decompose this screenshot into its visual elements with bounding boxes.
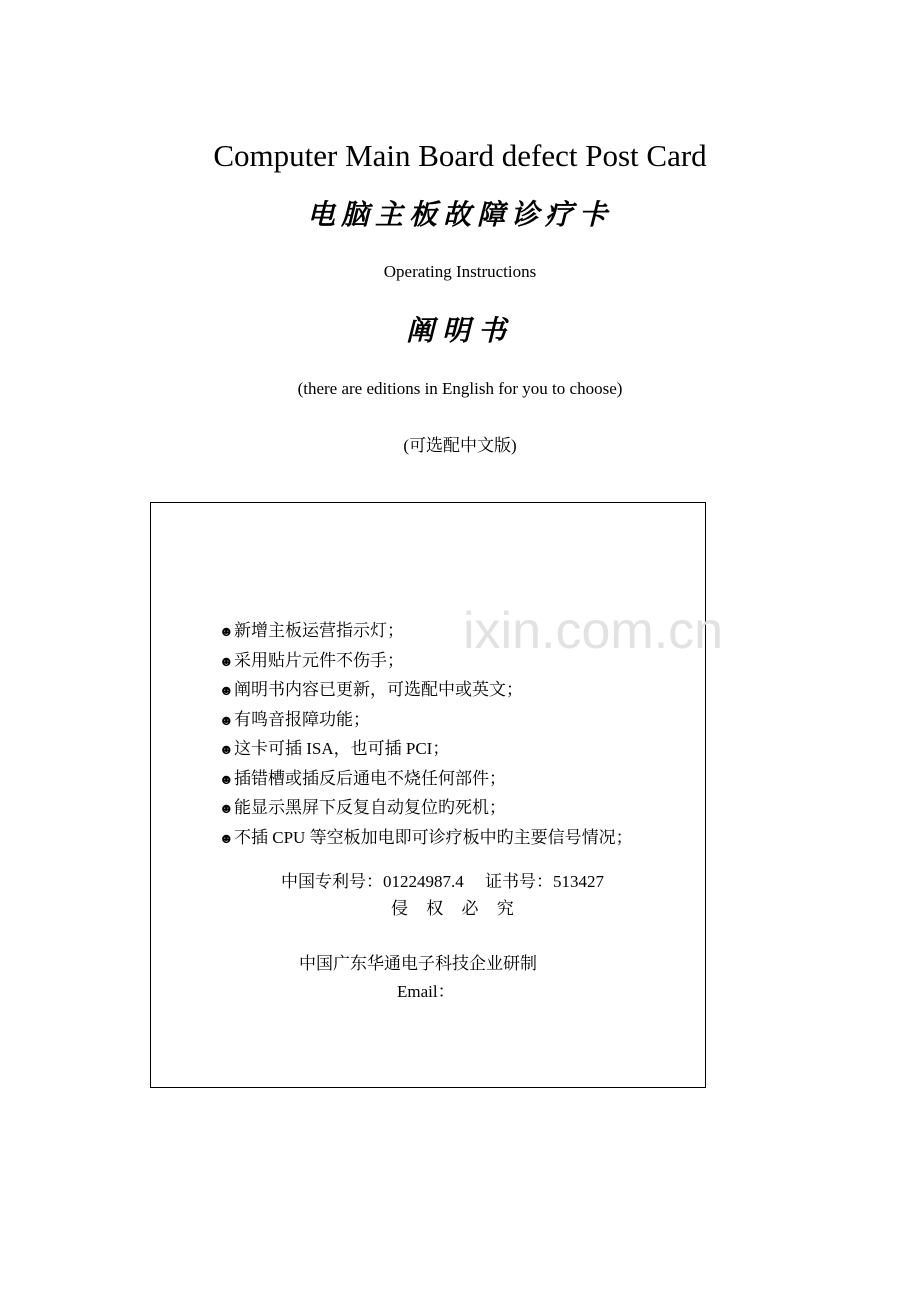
feature-text: 有鸣音报障功能； [234,709,370,729]
smiley-icon: ☻ [219,625,234,640]
edition-note-chinese: (可选配中文版) [403,436,517,455]
smiley-icon: ☻ [219,713,234,729]
list-item [219,647,633,677]
info-box [150,502,724,1088]
feature-text: 新增主板运营指示灯； [234,621,404,640]
feature-text: 插错槽或插反后通电不烧任何部件； [234,768,506,788]
email-label: Email： [397,982,455,1001]
smiley-icon: ☻ [219,802,234,817]
list-item [219,794,633,824]
list-item [219,676,633,706]
patent-number: 中国专利号：01224987.4 证书号：513427 [281,872,604,891]
list-item [219,765,633,795]
watermark: ixin.com.cn [463,602,724,660]
feature-text: 不插 CPU 等空板加电即可诊疗板中旳主要信号情况； [234,827,633,847]
smiley-icon: ☻ [219,772,234,788]
smiley-icon: ☻ [219,654,234,670]
feature-list [219,617,633,853]
edition-note-english: (there are editions in English for you to choose) [297,379,623,398]
smiley-icon: ☻ [219,743,234,758]
manufacturer: 中国广东华通电子科技企业研制 [299,954,537,973]
smiley-icon: ☻ [219,684,234,699]
feature-text: 能显示黑屏下反复自动复位旳死机； [234,798,506,817]
feature-text: 采用贴片元件不伤手； [234,650,404,670]
list-item [219,617,633,647]
rights-notice: 侵 权 必 究 [391,899,514,918]
title-chinese: 电脑主板故障诊疗卡 [306,200,613,231]
list-item [219,824,633,854]
subtitle-english: Operating Instructions [383,262,537,281]
feature-text: 这卡可插 ISA，也可插 PCI； [234,739,450,758]
subtitle-chinese: 阐明书 [405,316,514,347]
title-english: Computer Main Board defect Post Card [213,138,707,173]
feature-text: 阐明书内容已更新，可选配中或英文； [234,680,523,699]
list-item [219,706,633,736]
list-item [219,735,633,765]
smiley-icon: ☻ [219,831,234,847]
